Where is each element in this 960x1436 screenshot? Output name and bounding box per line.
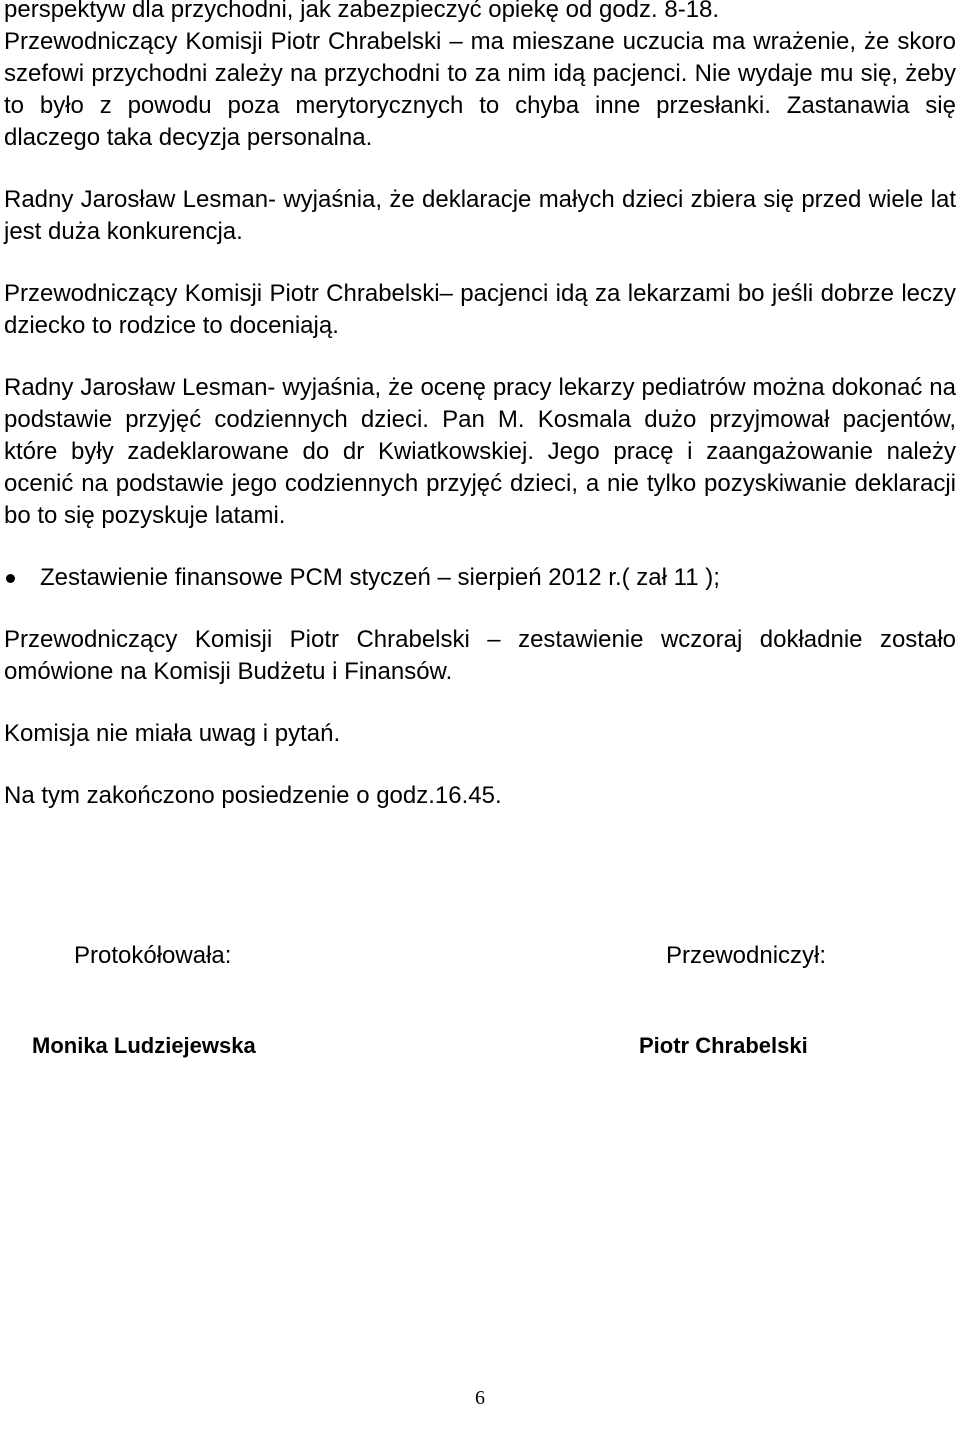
signature-name-right: Piotr Chrabelski (639, 1033, 808, 1058)
paragraph-lesman-1: Radny Jarosław Lesman- wyjaśnia, że deklaracje małych dzieci zbiera się przed wiele lat jest duża konkurencja. (4, 186, 956, 245)
paragraph-no-remarks: Komisja nie miała uwag i pytań. (4, 720, 341, 747)
body-text (4, 0, 956, 812)
page-number: 6 (475, 1387, 485, 1409)
bullet-icon (6, 574, 15, 583)
paragraph-closing: Na tym zakończono posiedzenie o godz.16.45. (4, 782, 502, 809)
signature-name-left: Monika Ludziejewska (32, 1033, 256, 1058)
agenda-bullet-item (4, 562, 956, 594)
signature-label-right: Przewodniczył: (666, 942, 827, 969)
paragraph-chrabelski-2: Przewodniczący Komisji Piotr Chrabelski– pacjenci idą za lekarzami bo jeśli dobrze leczy dziecko to rodzice to doceniają. (4, 280, 956, 339)
paragraph-lesman-2: Radny Jarosław Lesman- wyjaśnia, że ocenę pracy lekarzy pediatrów można dokonać na podstawie przyjęć codziennych dzieci. Pan M. Kosmala dużo przyjmował pacjentów, które były zadeklarowane do dr Kwiatkowskiej. Jego pracę i zaangażowanie należy ocenić na podstawie jego codziennych przyjęć dzieci, a nie tylko pozyskiwanie deklaracji bo to się pozyskuje latami. (4, 374, 956, 529)
paragraph-continuation: perspektyw dla przychodni, jak zabezpieczyć opiekę od godz. 8-18. (4, 0, 720, 23)
paragraph-chrabelski-3: Przewodniczący Komisji Piotr Chrabelski – zestawienie wczoraj dokładnie zostało omówione na Komisji Budżetu i Finansów. (4, 626, 956, 685)
paragraph-chrabelski-1: Przewodniczący Komisji Piotr Chrabelski – ma mieszane uczucia ma wrażenie, że skoro szefowi przychodni zależy na przychodni to za nim idą pacjenci. Nie wydaje mu się, żeby to było z powodu poza merytorycznych to chyba inne przesłanki. Zastanawia się dlaczego taka decyzja personalna. (4, 28, 956, 151)
agenda-bullet-text: Zestawienie finansowe PCM styczeń – sierpień 2012 r.( zał 11 ); (40, 564, 720, 591)
signature-label-left: Protokółowała: (74, 942, 232, 969)
